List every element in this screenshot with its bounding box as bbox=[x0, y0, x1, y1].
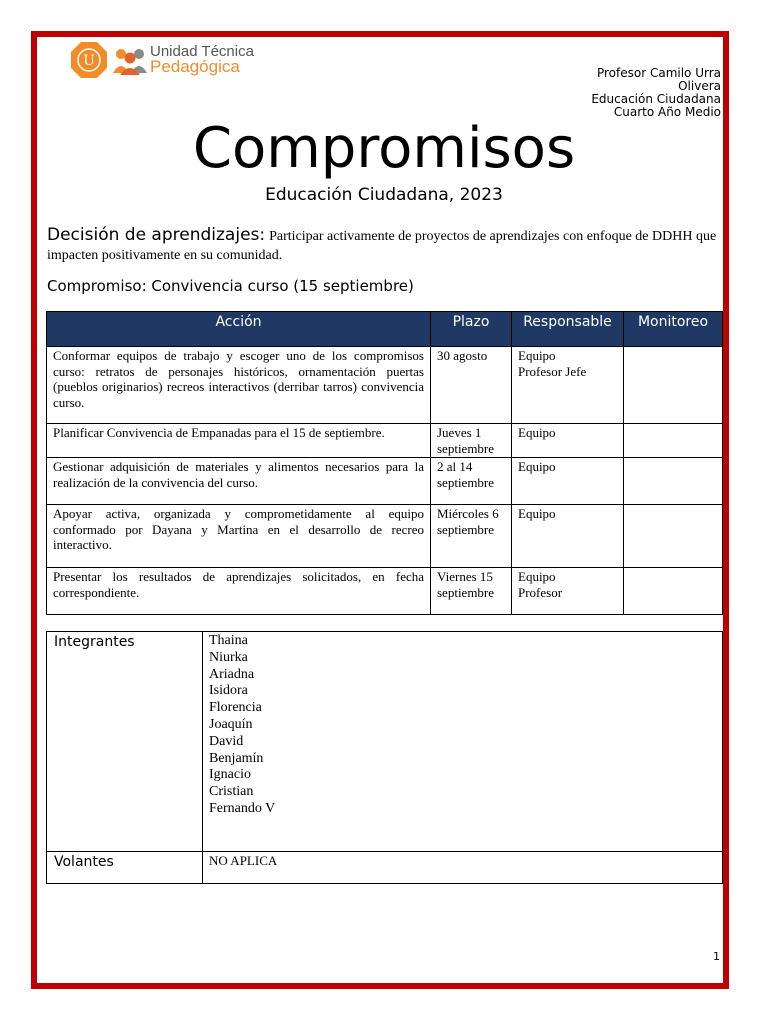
members-row bbox=[47, 632, 723, 852]
page-subtitle: Educación Ciudadana, 2023 bbox=[265, 185, 503, 205]
member-name: Isidora bbox=[209, 683, 248, 699]
monitoreo-cell bbox=[624, 347, 723, 424]
responsable-line: Equipo bbox=[518, 459, 556, 474]
svg-text:U: U bbox=[83, 53, 95, 69]
header-responsable: Responsable bbox=[512, 312, 624, 347]
responsable-line: Equipo bbox=[518, 348, 556, 363]
responsable-cell bbox=[512, 458, 624, 505]
member-name: Fernando V bbox=[209, 800, 276, 816]
decision-text: Participar activamente de proyectos de aprendizajes con enfoque de DDHH que impacten positivamente en su comunidad. bbox=[47, 229, 717, 263]
logo bbox=[70, 41, 254, 81]
page-title: Compromisos bbox=[192, 116, 576, 181]
header-monitoreo: Monitoreo bbox=[624, 312, 723, 347]
table-row bbox=[47, 505, 723, 568]
header-accion: Acción bbox=[47, 312, 431, 347]
monitoreo-cell bbox=[624, 458, 723, 505]
monitoreo-cell bbox=[624, 505, 723, 568]
plazo-cell: 2 al 14 septiembre bbox=[431, 458, 512, 505]
table-header-row bbox=[47, 312, 723, 347]
member-name: Cristian bbox=[209, 784, 254, 800]
member-name: Joaquín bbox=[209, 716, 253, 732]
header-line: Olivera bbox=[678, 79, 721, 93]
member-name: David bbox=[209, 733, 244, 749]
logo-title: Unidad Técnica bbox=[150, 43, 254, 60]
header-plazo: Plazo bbox=[431, 312, 512, 347]
member-name: Florencia bbox=[209, 700, 262, 716]
decision-label: Decisión de aprendizajes: bbox=[47, 225, 266, 245]
members-table bbox=[46, 631, 723, 884]
table-row bbox=[47, 458, 723, 505]
page-number: 1 bbox=[713, 950, 720, 963]
integrantes-label: Integrantes bbox=[47, 632, 203, 852]
table-row bbox=[47, 424, 723, 458]
integrantes-list bbox=[203, 632, 723, 852]
responsable-line: Equipo bbox=[518, 506, 556, 521]
learning-decision bbox=[47, 225, 721, 265]
plazo-cell: Miércoles 6 septiembre bbox=[431, 505, 512, 568]
actions-table bbox=[46, 311, 723, 615]
header-info bbox=[591, 67, 721, 119]
school-badge-icon bbox=[70, 41, 108, 79]
header-line: Educación Ciudadana bbox=[591, 92, 721, 106]
member-name: Niurka bbox=[209, 649, 248, 665]
accion-cell: Presentar los resultados de aprendizajes solicitados, en fecha correspondiente. bbox=[47, 568, 431, 615]
member-name: Benjamín bbox=[209, 750, 264, 766]
header-line: Cuarto Año Medio bbox=[613, 105, 721, 119]
responsable-cell bbox=[512, 505, 624, 568]
plazo-cell: Jueves 1 septiembre bbox=[431, 424, 512, 458]
responsable-cell bbox=[512, 568, 624, 615]
plazo-cell: 30 agosto bbox=[431, 347, 512, 424]
table-row bbox=[47, 347, 723, 424]
plazo-cell: Viernes 15 septiembre bbox=[431, 568, 512, 615]
member-name: Ariadna bbox=[209, 666, 255, 682]
member-name: Ignacio bbox=[209, 767, 251, 783]
accion-cell: Gestionar adquisición de materiales y alimentos necesarios para la realización de la convivencia del curso. bbox=[47, 458, 431, 505]
monitoreo-cell bbox=[624, 568, 723, 615]
responsable-line: Profesor Jefe bbox=[518, 363, 587, 379]
responsable-cell bbox=[512, 347, 624, 424]
table-row bbox=[47, 568, 723, 615]
member-name: Thaina bbox=[209, 633, 248, 648]
logo-subtitle: Pedagógica bbox=[150, 57, 240, 76]
commitment-heading: Compromiso: Convivencia curso (15 septiembre) bbox=[47, 277, 414, 295]
volantes-value: NO APLICA bbox=[203, 852, 723, 884]
monitoreo-cell bbox=[624, 424, 723, 458]
responsable-line: Equipo bbox=[518, 425, 556, 440]
people-icon bbox=[112, 45, 148, 75]
volantes-label: Volantes bbox=[47, 852, 203, 884]
volantes-row bbox=[47, 852, 723, 884]
accion-cell: Conformar equipos de trabajo y escoger uno de los compromisos curso: retratos de personajes históricos, ornamentación puertas (pueblos originarios) recreos interactivos (derribar tarros) convivencia curso. bbox=[47, 347, 431, 424]
responsable-line: Equipo bbox=[518, 569, 556, 584]
responsable-line: Profesor bbox=[518, 584, 563, 600]
accion-cell: Apoyar activa, organizada y comprometidamente al equipo conformado por Dayana y Martina en el desarrollo de recreo interactivo. bbox=[47, 505, 431, 568]
header-line: Profesor Camilo Urra bbox=[596, 66, 721, 80]
responsable-cell bbox=[512, 424, 624, 458]
accion-cell: Planificar Convivencia de Empanadas para el 15 de septiembre. bbox=[47, 424, 431, 458]
